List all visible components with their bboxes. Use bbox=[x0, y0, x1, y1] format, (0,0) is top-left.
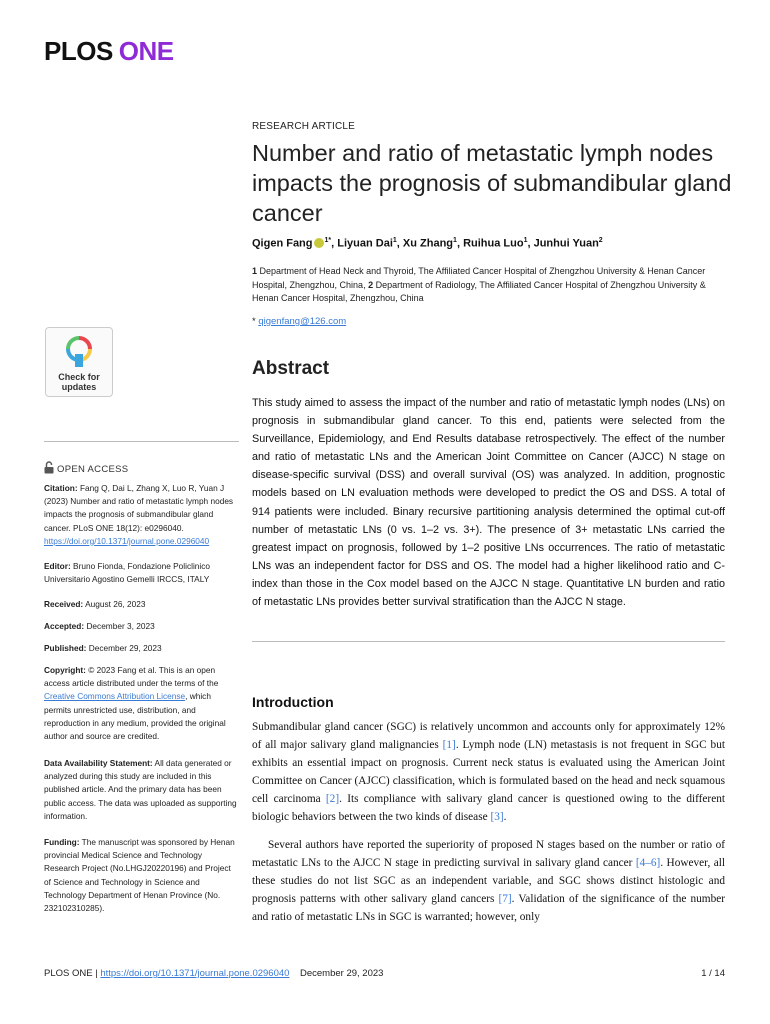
footer-journal: PLOS ONE bbox=[44, 968, 93, 979]
editor-block: Editor: Bruno Fionda, Fondazione Policlinico Universitario Agostino Gemelli IRCCS, ITALY bbox=[44, 561, 211, 585]
citation-doi-link[interactable]: https://doi.org/10.1371/journal.pone.0296040 bbox=[44, 535, 210, 546]
abstract-divider bbox=[252, 641, 725, 642]
article-type: RESEARCH ARTICLE bbox=[252, 121, 356, 132]
sidebar-divider bbox=[44, 441, 239, 442]
abstract-text: This study aimed to assess the impact of the number and ratio of metastatic lymph nodes (LNs) on prognosis in submandibular gland cancer. To this end, patients were selected from the Surveillance, Epidemiology, and End Results database retrospectively. The effect of the number and ratio of metastatic LNs and the American Joint Committee on Cancer (AJCC) N stage on disease-specific survival (DSS) and overall survival (OS) was analyzed. In addition, prognostic models based on LN evaluation methods were developed to predict the OS and DSS. A total of 914 patients were included. Binary recursive partitioning analysis determined the optimal cut-off number of metastatic LNs (0 vs. 1–2 vs. 3+). The presence of 3+ metastatic LNs carried the greatest impact on prognosis, followed by 1–2 positive LNs occurrences. The ratio of metastatic LNs was an independent factor for DSS and OS. The model had a higher likelihood ratio and C-index than those in the Cox model based on the AJCC N stage. Quantitative LN burden and ratio of metastatic LNs provides better survival stratification than the AJCC N stage. bbox=[252, 397, 725, 609]
journal-logo bbox=[44, 36, 174, 67]
citation-block: Citation: Fang Q, Dai L, Zhang X, Luo R, Yuan J (2023) Number and ratio of metastatic lymph nodes impacts the prognosis of submandibular gland cancer. PLoS ONE 18(12): e0296040. https://doi.org/10.1371/journal.pone.0296040 bbox=[44, 483, 234, 546]
introduction-heading: Introduction bbox=[252, 694, 334, 710]
logo-one: ONE bbox=[118, 36, 174, 66]
page-number: 1 / 14 bbox=[701, 968, 725, 979]
intro-paragraph-1: Submandibular gland cancer (SGC) is relatively uncommon and accounts only for approximately 12% of all major salivary gland malignancies [1]. Lymph node (LN) metastasis is not frequent in SGC but exhibits an essential impact on prognosis. Current neck status is evaluated using the American Joint Committee on Cancer (AJCC) classification, which is formulated based on the head and neck squamous cell carcinoma [2]. Its compliance with salivary gland cancer is questioned owing to the different biologic behaviors between the two kinds of disease [3]. bbox=[252, 721, 725, 823]
corresponding-author: * qigenfang@126.com bbox=[252, 316, 347, 327]
author-name[interactable]: Junhui Yuan bbox=[533, 237, 599, 250]
citation-ref[interactable]: [2] bbox=[325, 793, 340, 805]
citation-ref[interactable]: [1] bbox=[442, 739, 456, 751]
received-block: Received: August 26, 2023 bbox=[44, 599, 146, 609]
copyright-block: Copyright: © 2023 Fang et al. This is an open access article distributed under the terms of the Creative Commons Attribution License, which permits unrestricted use, distribution, and reproduction in any medium, provided the original author and source are credited. bbox=[44, 665, 226, 742]
author-list: Qigen Fang $^{1*}$, Liyuan Dai$^1$, Xu Zhang$^1$, Ruihua Luo$^1$, Junhui Yuan$^2$ bbox=[252, 237, 603, 250]
page-footer: PLOS ONE | https://doi.org/10.1371/journal.pone.0296040 December 29, 2023 1 / 14 bbox=[44, 968, 725, 979]
check-label-1: Check for bbox=[58, 372, 100, 382]
article-title: Number and ratio of metastatic lymph nodes impacts the prognosis of submandibular gland cancer bbox=[252, 140, 732, 226]
author-name[interactable]: Ruihua Luo bbox=[463, 237, 524, 250]
abstract-heading: Abstract bbox=[252, 358, 330, 379]
license-link[interactable]: Creative Commons Attribution License bbox=[44, 691, 186, 702]
footer-date: December 29, 2023 bbox=[300, 968, 384, 979]
open-access-badge: OPEN ACCESS bbox=[44, 461, 128, 475]
accepted-block: Accepted: December 3, 2023 bbox=[44, 621, 155, 631]
crossmark-icon bbox=[64, 334, 94, 368]
email-link[interactable]: qigenfang@126.com bbox=[258, 316, 347, 327]
open-lock-icon bbox=[44, 461, 54, 474]
check-label-2: updates bbox=[61, 382, 97, 392]
citation-ref[interactable]: [4–6] bbox=[635, 857, 661, 869]
check-for-updates-button[interactable] bbox=[45, 327, 113, 397]
author-name[interactable]: Qigen Fang bbox=[252, 237, 313, 250]
intro-paragraph-2: Several authors have reported the superiority of proposed N stages based on the number or ratio of metastatic LNs to the AJCC N stage in predicting survival in salivary gland cancer [4–6]. However, all these studies do not list SGC as an independent variable, and SGC shows distinct histologic and prognosis patterns with other salivary gland cancers [7]. Validation of the significance of the number and ratio of metastatic LNs in SGC is warranted; however, only bbox=[252, 839, 725, 923]
author-name[interactable]: Liyuan Dai bbox=[337, 237, 393, 250]
funding-block: Funding: The manuscript was sponsored by Henan provincial Medical Science and Technology Research Project (No.LHGJ20220196) and Project of Science and Technology in Science and Technology Department of Henan Province (No. 232102310285). bbox=[44, 837, 235, 914]
citation-ref[interactable]: [7] bbox=[498, 893, 512, 905]
published-block: Published: December 29, 2023 bbox=[44, 643, 162, 653]
footer-doi-link[interactable]: https://doi.org/10.1371/journal.pone.0296040 bbox=[100, 968, 290, 979]
logo-plos: PLOS bbox=[44, 36, 113, 66]
affiliation-text: Department of Radiology, The Affiliated Cancer Hospital of Zhengzhou University & Henan Cancer Hospital, Zhengzhou, China bbox=[252, 279, 706, 303]
affiliations: 1 Department of Head Neck and Thyroid, The Affiliated Cancer Hospital of Zhengzhou University & Henan Cancer Hospital, Zhengzhou, China, 2 Department of Radiology, The Affiliated Cancer Hospital of Zhengzhou University & Henan Cancer Hospital, Zhengzhou, China bbox=[252, 266, 706, 303]
author-name[interactable]: Xu Zhang bbox=[402, 237, 454, 250]
affiliation-text: Department of Head Neck and Thyroid, The Affiliated Cancer Hospital of Zhengzhou University & Henan Cancer Hospital, Zhengzhou, China, bbox=[252, 266, 706, 290]
data-availability-block: Data Availability Statement: All data generated or analyzed during this study are included in this published article. And the primary data has been public access. The data was uploaded as supporting information. bbox=[44, 758, 237, 821]
citation-ref[interactable]: [3] bbox=[490, 811, 504, 823]
orcid-icon[interactable] bbox=[314, 238, 324, 248]
